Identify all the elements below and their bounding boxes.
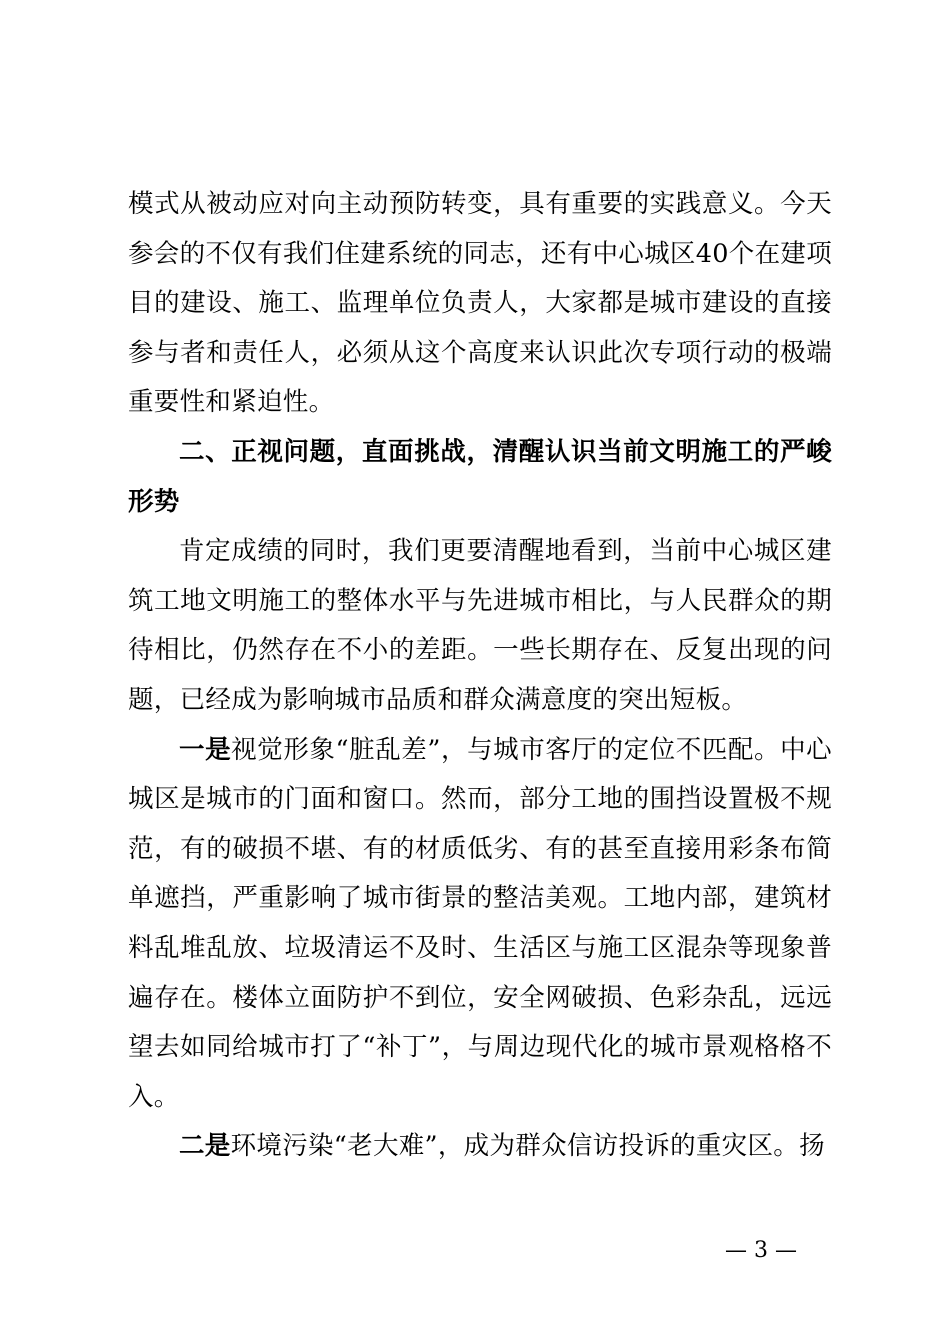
- paragraph-point-one: [128, 726, 832, 1123]
- document-body: [128, 180, 832, 1172]
- page-number: — 3 —: [725, 1238, 797, 1263]
- paragraph-overview: 肯定成绩的同时，我们更要清醒地看到，当前中心城区建筑工地文明施工的整体水平与先进城市相比，与人民群众的期待相比，仍然存在不小的差距。一些长期存在、反复出现的问题，已经成为影响城市品质和群众满意度的突出短板。: [128, 536, 832, 715]
- paragraph-continuation: 模式从被动应对向主动预防转变，具有重要的实践意义。今天参会的不仅有我们住建系统的同志，还有中心城区40个在建项目的建设、施工、监理单位负责人，大家都是城市建设的直接参与者和责任人，必须从这个高度来认识此次专项行动的极端重要性和紧迫性。: [128, 189, 832, 418]
- section-heading: 二、正视问题，直面挑战，清醒认识当前文明施工的严峻形势: [128, 436, 832, 517]
- point-two-lead: 二是: [179, 1131, 231, 1162]
- point-one-text: 视觉形象“脏乱差”，与城市客厅的定位不匹配。中心城区是城市的门面和窗口。然而，部分工地的围挡设置极不规范，有的破损不堪、有的材质低劣、有的甚至直接用彩条布简单遮挡，严重影响了城市街景的整洁美观。工地内部，建筑材料乱堆乱放、垃圾清运不及时、生活区与施工区混杂等现象普遍存在。楼体立面防护不到位，安全网破损、色彩杂乱，远远望去如同给城市打了“补丁”，与周边现代化的城市景观格格不入。: [128, 734, 832, 1112]
- point-one-lead: 一是: [179, 734, 232, 765]
- paragraph-point-two: [128, 1122, 832, 1172]
- point-two-text: 环境污染“老大难”，成为群众信访投诉的重灾区。扬: [230, 1131, 825, 1162]
